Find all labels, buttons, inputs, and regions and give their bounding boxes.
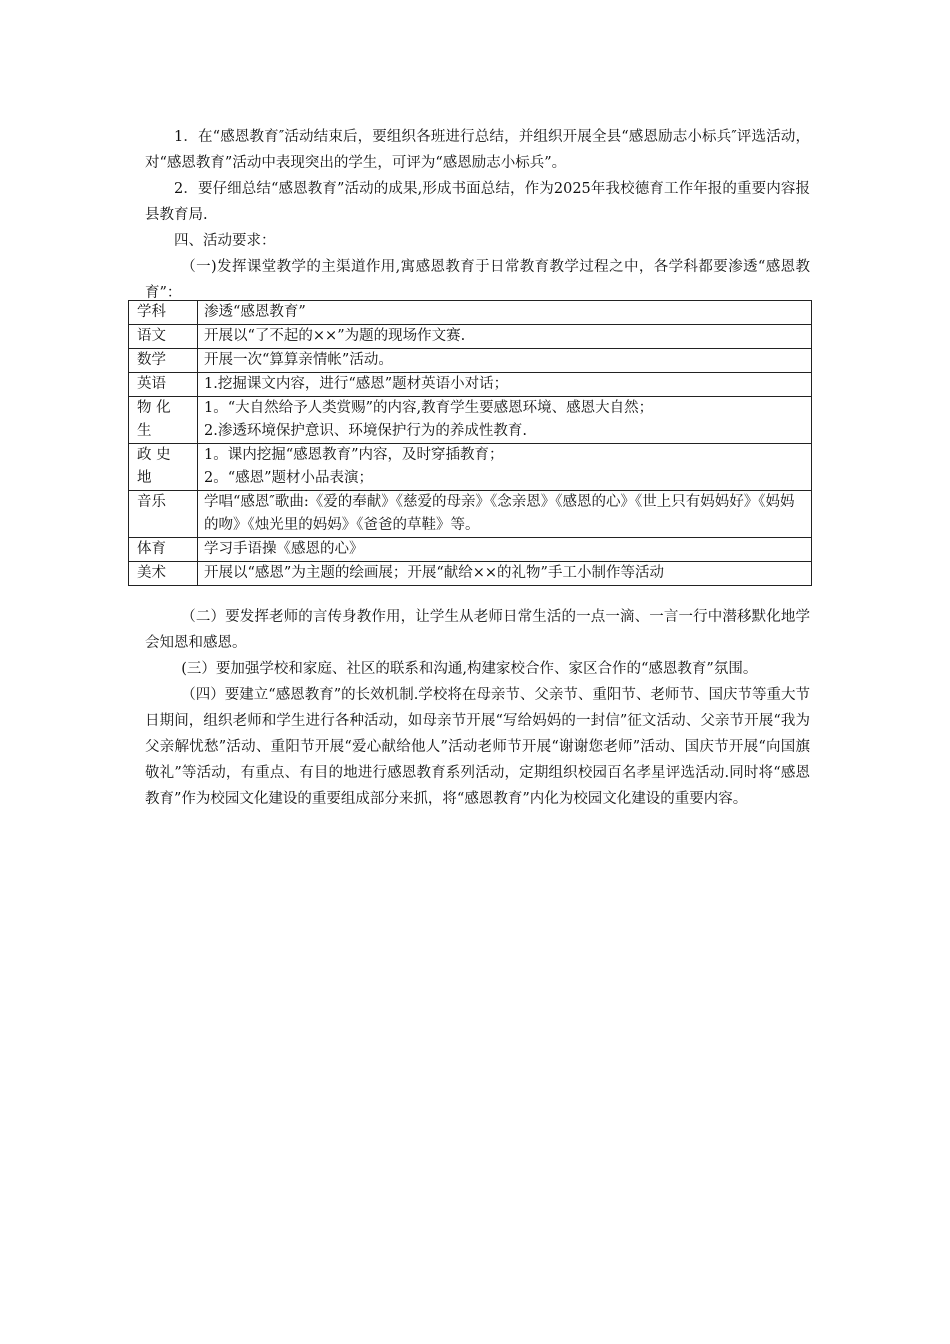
paragraph-requirement-2: （二）要发挥老师的言传身教作用，让学生从老师日常生活的一点一滴、一言一行中潜移默化地学会知恩和感恩。: [145, 609, 810, 651]
content-line: 开展以“了不起的××”为题的现场作文赛.: [204, 328, 466, 344]
content-cell: [198, 349, 812, 373]
content-line: 1.挖掘课文内容，进行“感恩”题材英语小对话；: [204, 376, 509, 392]
intro-section: [145, 124, 810, 306]
content-line: 2.渗透环境保护意识、环境保护行为的养成性教育.: [204, 423, 527, 439]
content-cell: [198, 397, 812, 444]
table-row: [129, 349, 812, 373]
section-heading: 四、活动要求：: [174, 233, 276, 249]
content-line: 开展一次“算算亲情帐”活动。: [204, 352, 393, 368]
paragraph-requirement-4: （四）要建立“感恩教育”的长效机制.学校将在母亲节、父亲节、重阳节、老师节、国庆节等重大节日期间，组织老师和学生进行各种活动，如母亲节开展“写给妈妈的一封信”征文活动、父亲节开展“我为父亲解忧愁”活动、重阳节开展“爱心献给他人”活动老师节开展“谢谢您老师”活动、国庆节开展“向国旗敬礼”等活动，有重点、有目的地进行感恩教育系列活动，定期组织校园百名孝星评选活动.同时将“感恩教育”作为校园文化建设的重要组成部分来抓，将“感恩教育”内化为校园文化建设的重要内容。: [145, 687, 810, 807]
subject-cell: 体育: [129, 538, 198, 562]
table-row: [129, 562, 812, 586]
subject-cell: 美术: [129, 562, 198, 586]
paragraph-requirement-3: (三）要加强学校和家庭、社区的联系和沟通,构建家校合作、家区合作的“感恩教育”氛围。: [181, 661, 758, 677]
subject-cell: 音乐: [129, 491, 198, 538]
subject-cell: 物 化 生: [129, 397, 198, 444]
content-line: 学唱“感恩″歌曲:《爱的奉献》《慈爱的母亲》《念亲恩》《感恩的心》《世上只有妈妈好》《妈妈的吻》《烛光里的妈妈》《爸爸的草鞋》等。: [204, 494, 795, 533]
content-line: 学习手语操《感恩的心》: [204, 541, 364, 557]
after-table-section: [145, 604, 810, 812]
table-header-row: [129, 301, 812, 325]
table-row: [129, 444, 812, 491]
table-row: [129, 373, 812, 397]
subject-cell: 英语: [129, 373, 198, 397]
content-line: 2。“感恩”题材小品表演；: [204, 470, 374, 486]
table-row: [129, 491, 812, 538]
content-cell: [198, 491, 812, 538]
content-cell: [198, 325, 812, 349]
content-cell: [198, 373, 812, 397]
content-cell: [198, 562, 812, 586]
table-row: [129, 538, 812, 562]
table-row: [129, 397, 812, 444]
subject-cell: 政 史 地: [129, 444, 198, 491]
paragraph-requirement-1: （一)发挥课堂教学的主渠道作用,寓感恩教育于日常教育教学过程之中，各学科都要渗透“感恩教育”：: [145, 259, 810, 301]
table-header-subject: 学科: [129, 301, 198, 325]
paragraph-summary-1: 1．在“感恩教育″活动结束后，要组织各班进行总结，并组织开展全县“感恩励志小标兵″评选活动，对“感恩教育”活动中表现突出的学生，可评为“感恩励志小标兵”。: [145, 129, 810, 171]
subject-cell: 数学: [129, 349, 198, 373]
table-row: [129, 325, 812, 349]
content-line: 1。“大自然给予人类赏赐”的内容,教育学生要感恩环境、感恩大自然；: [204, 400, 654, 416]
table-header-content: 渗透“感恩教育”: [198, 301, 812, 325]
content-line: 开展以“感恩”为主题的绘画展；开展“献给××的礼物”手工小制作等活动: [204, 565, 664, 581]
content-cell: [198, 538, 812, 562]
paragraph-summary-2: 2．要仔细总结“感恩教育”活动的成果,形成书面总结，作为2025年我校德育工作年报的重要内容报县教育局.: [145, 181, 810, 223]
content-line: 1。课内挖掘“感恩教育”内容，及时穿插教育；: [204, 447, 504, 463]
content-cell: [198, 444, 812, 491]
subject-cell: 语文: [129, 325, 198, 349]
subject-table: [128, 300, 812, 586]
